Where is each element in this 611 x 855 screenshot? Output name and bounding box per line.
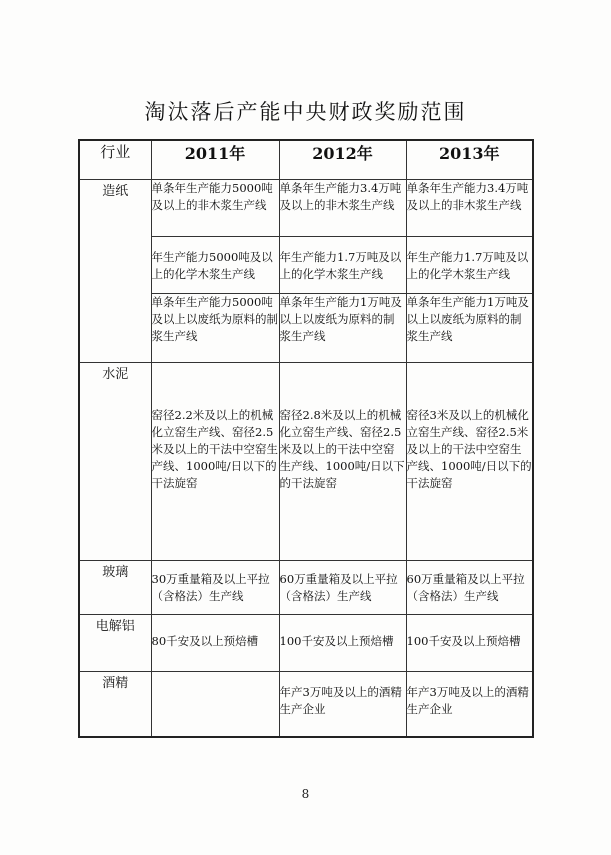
table-cell: 60万重量箱及以上平拉（含格法）生产线	[279, 560, 406, 614]
table-row	[79, 671, 533, 737]
header-2012: 2012年	[279, 140, 406, 179]
table-cell: 窑径2.8米及以上的机械化立窑生产线、窑径2.5米及以上的干法中空窑生产线、1000吨/日以下的干法旋窑	[279, 362, 406, 560]
table-cell: 单条年生产能力1万吨及以上以废纸为原料的制浆生产线	[279, 293, 406, 362]
table-cell: 80千安及以上预焙槽	[151, 614, 279, 671]
table-cell: 30万重量箱及以上平拉（含格法）生产线	[151, 560, 279, 614]
table-cell: 单条年生产能力3.4万吨及以上的非木浆生产线	[279, 179, 406, 236]
reward-scope-table	[78, 139, 534, 738]
table-cell: 单条年生产能力5000吨及以上的非木浆生产线	[151, 179, 279, 236]
table-cell: 100千安及以上预焙槽	[406, 614, 533, 671]
page-title: 淘汰落后产能中央财政奖励范围	[144, 100, 467, 124]
table-cell: 年生产能力5000吨及以上的化学木浆生产线	[151, 236, 279, 293]
table-cell: 60万重量箱及以上平拉（含格法）生产线	[406, 560, 533, 614]
table-cell: 年生产能力1.7万吨及以上的化学木浆生产线	[406, 236, 533, 293]
table-cell	[151, 671, 279, 737]
industry-aluminum: 电解铝	[79, 614, 151, 671]
table-cell: 100千安及以上预焙槽	[279, 614, 406, 671]
table-cell: 年产3万吨及以上的酒精生产企业	[406, 671, 533, 737]
table-cell: 年产3万吨及以上的酒精生产企业	[279, 671, 406, 737]
table-row	[79, 179, 533, 236]
table-row	[79, 614, 533, 671]
table-cell: 单条年生产能力3.4万吨及以上的非木浆生产线	[406, 179, 533, 236]
header-row	[79, 140, 533, 179]
table-cell: 窑径2.2米及以上的机械化立窑生产线、窑径2.5米及以上的干法中空窑生产线、1000吨/日以下的干法旋窑	[151, 362, 279, 560]
table-cell: 窑径3米及以上的机械化立窑生产线、窑径2.5米及以上的干法中空窑生产线、1000吨/日以下的干法旋窑	[406, 362, 533, 560]
table-cell: 年生产能力1.7万吨及以上的化学木浆生产线	[279, 236, 406, 293]
page-number: 8	[301, 787, 310, 801]
industry-alcohol: 酒精	[79, 671, 151, 737]
header-2013: 2013年	[406, 140, 533, 179]
industry-paper: 造纸	[79, 179, 151, 362]
table-row	[79, 362, 533, 560]
header-2011: 2011年	[151, 140, 279, 179]
industry-glass: 玻璃	[79, 560, 151, 614]
industry-cement: 水泥	[79, 362, 151, 560]
table-cell: 单条年生产能力1万吨及以上以废纸为原料的制浆生产线	[406, 293, 533, 362]
table-cell: 单条年生产能力5000吨及以上以废纸为原料的制浆生产线	[151, 293, 279, 362]
header-industry: 行业	[79, 140, 151, 179]
table-row	[79, 560, 533, 614]
